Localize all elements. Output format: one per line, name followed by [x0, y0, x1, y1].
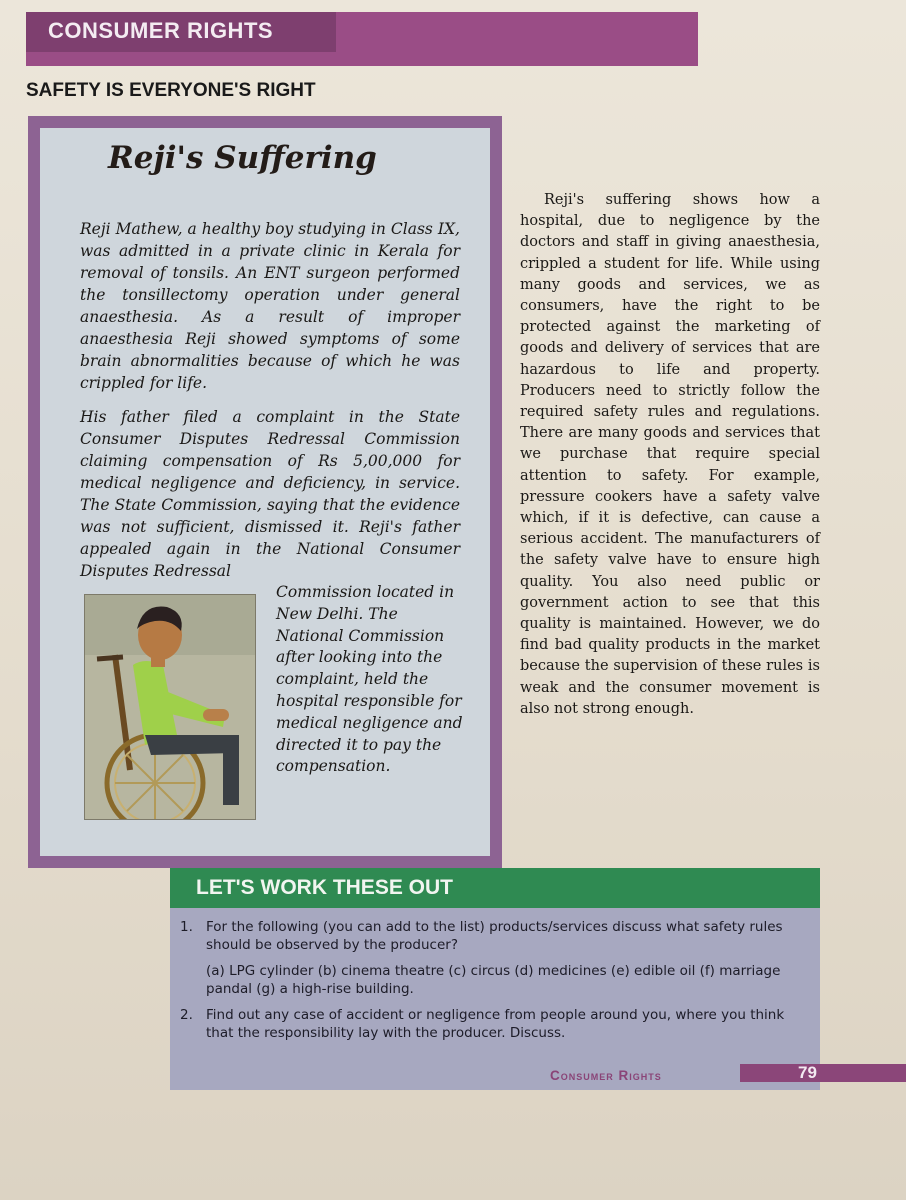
right-column-text: Reji's suffering shows how a hospital, due to negligence by the doctors and staff in giving anaesthesia, crippled a student for life. While using many goods and services, we as consumers, have the right to be protected against the marketing of goods and delivery of services that are hazardous to life and property. Producers need to strictly follow the required safety rules and regulations. There are many goods and services that we purchase that require special attention to safety. For example, pressure cookers have a safety valve which, if it is defective, can cause a serious accident. The manufacturers of the safety valve have to ensure high quality. You also need public or government action to see that this quality is maintained. However, we do find bad quality products in the market because the supervision of these rules is weak and the consumer movement is also not strong enough.: [520, 192, 820, 717]
question-text: For the following (you can add to the list) products/services discuss what safety rules should be observed by the producer?: [206, 919, 783, 953]
page-number: 79: [798, 1063, 817, 1082]
case-study-paragraph-1: Reji Mathew, a healthy boy studying in Class IX, was admitted in a private clinic in Kerala for removal of tonsils. An ENT surgeon performed the tonsillectomy operation under general anaesthesia. As a result of improper anaesthesia Reji showed symptoms of some brain abnormalities because of which he was crippled for life.: [80, 220, 460, 392]
question-number: 1.: [180, 919, 193, 935]
work-section-title: LET'S WORK THESE OUT: [196, 876, 453, 899]
case-study-paragraph-3: Commission located in New Delhi. The National Commission after looking into the complaint, held the hospital responsible for medical negligence and directed it to pay the compensation.: [276, 583, 463, 776]
work-question-2: [180, 1006, 804, 1042]
boy-in-wheelchair-illustration: [84, 594, 256, 820]
question-text: Find out any case of accident or negligence from people around you, where you think that the responsibility lay with the producer. Discuss.: [206, 1007, 785, 1041]
footer-chapter-label: Consumer Rights: [550, 1068, 662, 1083]
chapter-title: CONSUMER RIGHTS: [48, 18, 274, 43]
question-subitems: (a) LPG cylinder (b) cinema theatre (c) circus (d) medicines (e) edible oil (f) marriage pandal (g) a high-rise building.: [206, 963, 781, 997]
case-study-paragraph-2: His father filed a complaint in the State Consumer Disputes Redressal Commission claiming compensation of Rs 5,00,000 for medical negligence and deficiency, in service. The State Commission, saying that the evidence was not sufficient, dismissed it. Reji's father appealed again in the National Consumer Disputes Redressal: [80, 408, 460, 580]
wheelchair-icon: [85, 595, 255, 819]
work-question-list: [180, 918, 804, 1050]
question-number: 2.: [180, 1007, 193, 1023]
footer-banner: [740, 1064, 906, 1082]
case-study-title: Reji's Suffering: [108, 140, 377, 176]
work-question-1: [180, 918, 804, 998]
section-title: SAFETY IS EVERYONE'S RIGHT: [26, 80, 316, 101]
